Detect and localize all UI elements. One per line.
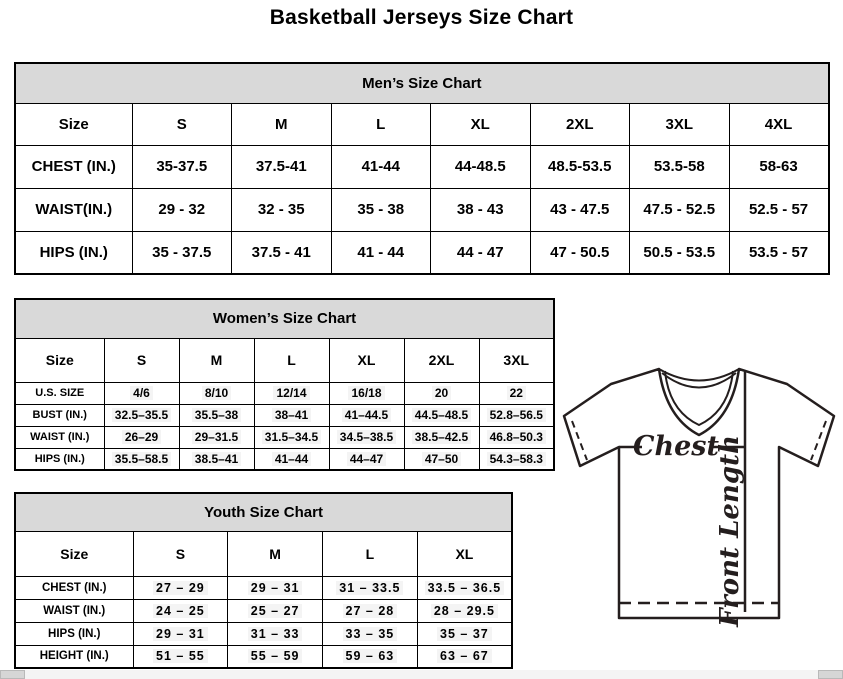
cell <box>228 576 323 599</box>
cell <box>254 404 329 426</box>
mens-column-header-row <box>15 103 829 145</box>
youth-hips-row <box>15 622 512 645</box>
cell <box>228 622 323 645</box>
cell: 50.5 - 53.5 <box>630 231 730 274</box>
cell: 35-37.5 <box>132 145 232 188</box>
right-cuff-dashed-line <box>811 421 826 460</box>
mens-col-size: Size <box>15 103 132 145</box>
cell <box>323 645 418 668</box>
cell <box>417 645 512 668</box>
cell: 53.5-58 <box>630 145 730 188</box>
cell-value: 47–50 <box>422 452 461 466</box>
womens-col-3xl: 3XL <box>479 338 554 382</box>
cell: 53.5 - 57 <box>729 231 829 274</box>
youth-size-table <box>14 492 513 669</box>
cell <box>417 622 512 645</box>
mens-col-s: S <box>132 103 232 145</box>
mens-table-title: Men’s Size Chart <box>15 63 829 103</box>
cell-value: 33.5 – 36.5 <box>425 581 505 595</box>
cell: 32 - 35 <box>232 188 332 231</box>
cell <box>404 426 479 448</box>
youth-height-row <box>15 645 512 668</box>
cell <box>254 426 329 448</box>
womens-ussize-row <box>15 382 554 404</box>
cell <box>479 404 554 426</box>
cell: 52.5 - 57 <box>729 188 829 231</box>
cell-value: 33 – 35 <box>343 627 398 641</box>
jersey-measurement-diagram <box>556 356 843 641</box>
cell: 35 - 37.5 <box>132 231 232 274</box>
cell <box>179 426 254 448</box>
jersey-inner-vneck-seam <box>665 371 733 425</box>
cell <box>179 404 254 426</box>
cell <box>179 382 254 404</box>
cell: 47.5 - 52.5 <box>630 188 730 231</box>
cell-value: 41–44.5 <box>342 408 391 422</box>
cell-value: 27 – 28 <box>343 604 398 618</box>
cell <box>329 382 404 404</box>
jersey-outline-drawing <box>556 356 843 641</box>
row-label: HIPS (IN.) <box>15 231 132 274</box>
cell <box>104 404 179 426</box>
womens-table-title: Women’s Size Chart <box>15 299 554 338</box>
cell-value: 52.8–56.5 <box>487 408 546 422</box>
cell-value: 32.5–35.5 <box>112 408 171 422</box>
cell: 35 - 38 <box>331 188 431 231</box>
horizontal-scrollbar[interactable] <box>0 670 843 679</box>
cell <box>323 576 418 599</box>
mens-hips-row <box>15 231 829 274</box>
cell-value: 46.8–50.3 <box>487 430 546 444</box>
cell-value: 55 – 59 <box>248 649 303 663</box>
cell <box>254 382 329 404</box>
cell <box>404 404 479 426</box>
cell: 29 - 32 <box>132 188 232 231</box>
cell <box>417 599 512 622</box>
cell-value: 35.5–58.5 <box>112 452 171 466</box>
womens-waist-row <box>15 426 554 448</box>
cell-value: 29–31.5 <box>192 430 241 444</box>
mens-col-3xl: 3XL <box>630 103 730 145</box>
cell-value: 4/6 <box>130 386 153 400</box>
row-label: CHEST (IN.) <box>15 576 133 599</box>
youth-col-l: L <box>323 531 418 576</box>
cell-value: 29 – 31 <box>248 581 303 595</box>
cell-value: 29 – 31 <box>153 627 208 641</box>
cell-value: 63 – 67 <box>437 649 492 663</box>
cell <box>479 382 554 404</box>
womens-col-m: M <box>179 338 254 382</box>
cell-value: 51 – 55 <box>153 649 208 663</box>
cell: 37.5 - 41 <box>232 231 332 274</box>
cell-value: 25 – 27 <box>248 604 303 618</box>
cell: 37.5-41 <box>232 145 332 188</box>
cell-value: 20 <box>432 386 451 400</box>
cell-value: 38.5–42.5 <box>412 430 471 444</box>
mens-col-2xl: 2XL <box>530 103 630 145</box>
cell <box>404 448 479 470</box>
mens-col-4xl: 4XL <box>729 103 829 145</box>
cell-value: 12/14 <box>273 386 309 400</box>
womens-col-s: S <box>104 338 179 382</box>
cell: 58-63 <box>729 145 829 188</box>
cell <box>329 404 404 426</box>
cell-value: 38.5–41 <box>192 452 241 466</box>
row-label: BUST (IN.) <box>15 404 104 426</box>
cell-value: 38–41 <box>272 408 311 422</box>
mens-col-xl: XL <box>431 103 531 145</box>
scrollbar-right-button[interactable] <box>818 670 843 679</box>
cell: 41-44 <box>331 145 431 188</box>
cell-value: 59 – 63 <box>343 649 398 663</box>
row-label: WAIST(IN.) <box>15 188 132 231</box>
womens-size-table <box>14 298 555 471</box>
cell-value: 35.5–38 <box>192 408 241 422</box>
cell-value: 27 – 29 <box>153 581 208 595</box>
mens-col-l: L <box>331 103 431 145</box>
cell <box>323 599 418 622</box>
youth-column-header-row <box>15 531 512 576</box>
womens-col-size: Size <box>15 338 104 382</box>
youth-waist-row <box>15 599 512 622</box>
cell <box>133 622 228 645</box>
row-label: HEIGHT (IN.) <box>15 645 133 668</box>
cell-value: 22 <box>507 386 526 400</box>
womens-col-l: L <box>254 338 329 382</box>
front-length-label: Front Length <box>715 435 745 627</box>
mens-col-m: M <box>232 103 332 145</box>
mens-size-table <box>14 62 830 275</box>
page-title: Basketball Jerseys Size Chart <box>269 6 574 29</box>
cell <box>329 426 404 448</box>
womens-hips-row <box>15 448 554 470</box>
cell-value: 8/10 <box>202 386 231 400</box>
cell-value: 54.3–58.3 <box>487 452 546 466</box>
cell <box>104 426 179 448</box>
womens-bust-row <box>15 404 554 426</box>
cell-value: 31 – 33.5 <box>336 581 403 595</box>
youth-col-m: M <box>228 531 323 576</box>
cell: 48.5-53.5 <box>530 145 630 188</box>
womens-col-xl: XL <box>329 338 404 382</box>
cell-value: 16/18 <box>348 386 384 400</box>
cell-value: 41–44 <box>272 452 311 466</box>
cell: 38 - 43 <box>431 188 531 231</box>
row-label: U.S. SIZE <box>15 382 104 404</box>
cell-value: 35 – 37 <box>437 627 492 641</box>
scrollbar-left-button[interactable] <box>0 670 25 679</box>
row-label: CHEST (IN.) <box>15 145 132 188</box>
cell <box>133 576 228 599</box>
cell: 41 - 44 <box>331 231 431 274</box>
cell-value: 26–29 <box>122 430 161 444</box>
cell-value: 44–47 <box>347 452 386 466</box>
row-label: WAIST (IN.) <box>15 599 133 622</box>
cell <box>329 448 404 470</box>
mens-chest-row <box>15 145 829 188</box>
youth-chest-row <box>15 576 512 599</box>
youth-col-size: Size <box>15 531 133 576</box>
row-label: HIPS (IN.) <box>15 622 133 645</box>
cell: 44-48.5 <box>431 145 531 188</box>
cell <box>228 645 323 668</box>
mens-waist-row <box>15 188 829 231</box>
cell <box>104 448 179 470</box>
cell <box>479 426 554 448</box>
cell-value: 28 – 29.5 <box>431 604 498 618</box>
cell: 43 - 47.5 <box>530 188 630 231</box>
cell <box>323 622 418 645</box>
cell <box>228 599 323 622</box>
cell <box>404 382 479 404</box>
womens-column-header-row <box>15 338 554 382</box>
youth-title-row <box>15 493 512 531</box>
mens-title-row <box>15 63 829 103</box>
cell-value: 24 – 25 <box>153 604 208 618</box>
cell-value: 31.5–34.5 <box>262 430 321 444</box>
womens-col-2xl: 2XL <box>404 338 479 382</box>
cell-value: 34.5–38.5 <box>337 430 396 444</box>
cell-value: 31 – 33 <box>248 627 303 641</box>
youth-col-s: S <box>133 531 228 576</box>
womens-title-row <box>15 299 554 338</box>
cell <box>179 448 254 470</box>
cell <box>133 599 228 622</box>
row-label: WAIST (IN.) <box>15 426 104 448</box>
left-cuff-dashed-line <box>572 421 587 460</box>
cell <box>417 576 512 599</box>
youth-col-xl: XL <box>417 531 512 576</box>
cell <box>104 382 179 404</box>
cell <box>479 448 554 470</box>
cell <box>254 448 329 470</box>
youth-table-title: Youth Size Chart <box>15 493 512 531</box>
cell-value: 44.5–48.5 <box>412 408 471 422</box>
cell: 44 - 47 <box>431 231 531 274</box>
cell <box>133 645 228 668</box>
chest-label: Chest <box>633 431 719 462</box>
row-label: HIPS (IN.) <box>15 448 104 470</box>
cell: 47 - 50.5 <box>530 231 630 274</box>
jersey-body-outline <box>564 369 834 618</box>
